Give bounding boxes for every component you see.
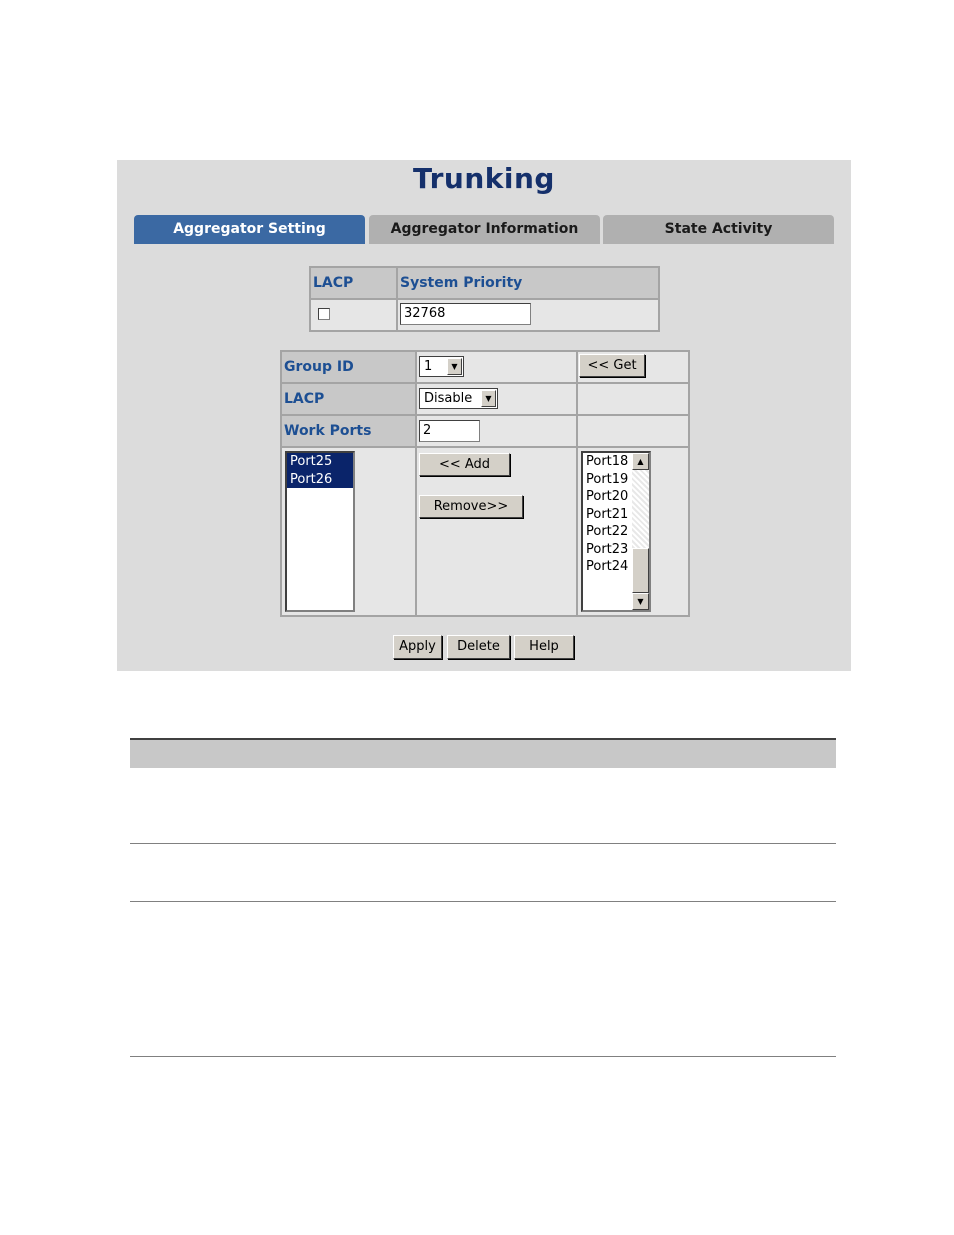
member-ports-cell	[282, 448, 417, 615]
lacp-cell	[417, 384, 578, 416]
lacp-select[interactable]	[419, 388, 498, 409]
list-item[interactable]: Port24	[586, 559, 629, 574]
list-item[interactable]: Port23	[586, 541, 629, 557]
lacp-checkbox[interactable]	[318, 308, 330, 320]
system-priority-input[interactable]: 32768	[400, 303, 531, 325]
row-divider	[130, 843, 836, 844]
get-cell	[578, 352, 688, 384]
row-divider	[130, 1056, 836, 1057]
dropdown-arrow-icon[interactable]: ▼	[447, 358, 462, 375]
available-ports-cell	[578, 448, 688, 615]
group-id-label: Group ID	[282, 352, 417, 384]
apply-button[interactable]: Apply	[393, 635, 442, 659]
get-button[interactable]: << Get	[579, 354, 645, 377]
lacp-label: LACP	[282, 384, 417, 416]
tab-state-activity[interactable]: State Activity	[603, 215, 834, 244]
empty-cell	[578, 416, 688, 448]
list-item[interactable]: Port25	[287, 453, 353, 471]
tab-aggregator-setting[interactable]: Aggregator Setting	[134, 215, 365, 244]
lacp-priority-table	[309, 266, 660, 332]
list-item[interactable]: Port20	[586, 489, 629, 504]
group-id-select[interactable]	[419, 356, 464, 377]
lacp-header: LACP	[311, 268, 398, 300]
add-button[interactable]: << Add	[419, 453, 510, 476]
remove-button[interactable]: Remove>>	[419, 495, 523, 518]
tab-aggregator-information[interactable]: Aggregator Information	[369, 215, 600, 244]
scroll-up-icon[interactable]: ▲	[632, 453, 649, 470]
work-ports-cell	[417, 416, 578, 448]
description-table-header	[130, 738, 836, 768]
scroll-down-icon[interactable]: ▼	[632, 593, 649, 610]
delete-button[interactable]: Delete	[447, 635, 510, 659]
lacp-checkbox-cell	[311, 300, 398, 330]
list-item[interactable]: Port19	[586, 471, 629, 487]
scrollbar[interactable]	[632, 453, 649, 610]
list-item[interactable]: Port26	[287, 471, 353, 489]
list-item[interactable]: Port22	[586, 524, 629, 539]
aggregator-table	[280, 350, 690, 617]
scroll-thumb[interactable]	[632, 548, 649, 593]
dropdown-arrow-icon[interactable]: ▼	[481, 390, 496, 407]
page-title: Trunking	[413, 162, 555, 195]
work-ports-input[interactable]: 2	[419, 420, 480, 442]
system-priority-header: System Priority	[398, 268, 658, 300]
list-item[interactable]: Port21	[586, 506, 629, 522]
group-id-value: 1	[424, 359, 433, 374]
available-ports-list[interactable]	[581, 451, 651, 612]
trunking-panel	[117, 160, 851, 671]
empty-cell	[578, 384, 688, 416]
row-divider	[130, 901, 836, 902]
group-id-cell	[417, 352, 578, 384]
lacp-value: Disable	[424, 391, 473, 406]
work-ports-label: Work Ports	[282, 416, 417, 448]
add-remove-cell	[417, 448, 578, 615]
member-ports-list[interactable]	[285, 451, 355, 612]
help-button[interactable]: Help	[514, 635, 574, 659]
system-priority-cell	[398, 300, 658, 330]
list-item[interactable]: Port18	[586, 454, 629, 469]
